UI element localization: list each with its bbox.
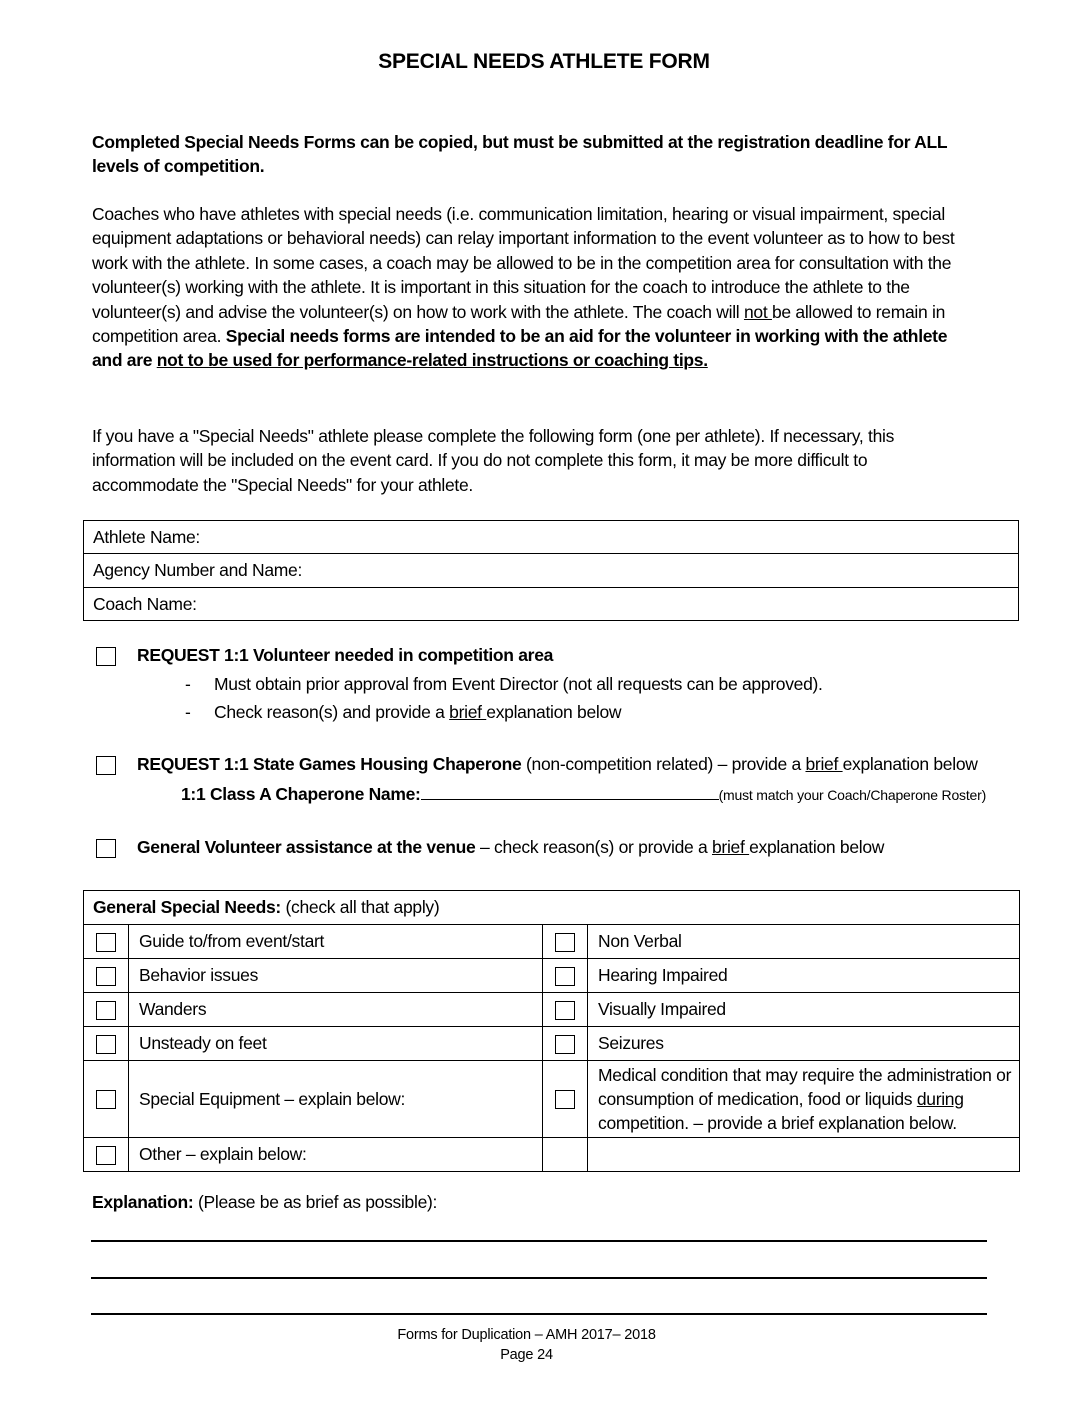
page-title: SPECIAL NEEDS ATHLETE FORM bbox=[378, 50, 710, 73]
seizures-checkbox[interactable] bbox=[555, 1035, 575, 1054]
visual-checkbox[interactable] bbox=[555, 1001, 575, 1020]
need-label: Hearing Impaired bbox=[588, 959, 1020, 993]
special-equipment-checkbox[interactable] bbox=[96, 1090, 116, 1109]
special-needs-table bbox=[83, 890, 1020, 1172]
need-label: Behavior issues bbox=[129, 959, 543, 993]
coach-name-field[interactable]: Coach Name: bbox=[93, 593, 197, 614]
other-checkbox[interactable] bbox=[96, 1146, 116, 1165]
athlete-info-box bbox=[83, 520, 1019, 621]
unsteady-checkbox[interactable] bbox=[96, 1035, 116, 1054]
explanation-line[interactable] bbox=[91, 1240, 987, 1242]
behavior-checkbox[interactable] bbox=[96, 967, 116, 986]
wanders-checkbox[interactable] bbox=[96, 1001, 116, 1020]
agency-field[interactable]: Agency Number and Name: bbox=[84, 554, 1018, 587]
table-row bbox=[84, 993, 1020, 1027]
general-assistance-label: General Volunteer assistance at the venue – check reason(s) or provide a brief explanation below bbox=[137, 837, 885, 857]
non-verbal-checkbox[interactable] bbox=[555, 933, 575, 952]
request-chaperone-checkbox[interactable] bbox=[96, 756, 116, 775]
need-label: Special Equipment – explain below: bbox=[129, 1061, 543, 1138]
chaperone-name-line[interactable] bbox=[421, 783, 719, 800]
athlete-name-field[interactable]: Athlete Name: bbox=[84, 521, 1018, 554]
table-row bbox=[84, 959, 1020, 993]
request-volunteer-checkbox[interactable] bbox=[96, 647, 116, 666]
need-label: Non Verbal bbox=[588, 925, 1020, 959]
footer-title: Forms for Duplication – AMH 2017– 2018 bbox=[397, 1327, 656, 1343]
special-needs-header: General Special Needs: (check all that apply) bbox=[84, 891, 1020, 925]
need-label: Wanders bbox=[129, 993, 543, 1027]
need-label: Seizures bbox=[588, 1027, 1020, 1061]
request-chaperone-label: REQUEST 1:1 State Games Housing Chaperone (non-competition related) – provide a brief explanation below bbox=[137, 754, 978, 774]
table-row bbox=[84, 1138, 1020, 1172]
guide-checkbox[interactable] bbox=[96, 933, 116, 952]
medical-checkbox[interactable] bbox=[555, 1090, 575, 1109]
completion-instructions: If you have a "Special Needs" athlete please complete the following form (one per athlete). If necessary, this information will be included on the event card. If you do not complete this form, it may be more difficult to accommodate the "Special Needs" for your athlete. bbox=[92, 426, 895, 495]
request-volunteer-label: REQUEST 1:1 Volunteer needed in competition area bbox=[137, 645, 554, 665]
empty-cell bbox=[588, 1138, 1020, 1172]
explanation-label: Explanation: (Please be as brief as possible): bbox=[92, 1192, 438, 1212]
need-label: Other – explain below: bbox=[129, 1138, 543, 1172]
need-label: Unsteady on feet bbox=[129, 1027, 543, 1061]
form-page: SPECIAL NEEDS ATHLETE FORM Completed Special Needs Forms can be copied, but must be submitted at the registration deadline for ALL levels of competition. Coaches who have athletes with special needs (i.e. communication limitation, hearing or visual impairment, special equipment adaptations or behavioral needs) can relay important information to the event volunteer as to how to best work with the athlete. In some cases, a coach may be allowed to be in the competition area for consultation with the volunteer(s) working with the athlete. It is important in this situation for the coach to introduce the athlete to the volunteer(s) and advise the volunteer(s) on how to work with the athlete. The coach will not be allowed to remain in competition area. Special needs forms are intended to be an aid for the volunteer in working with the athlete and are not to be used for performance-related instructions or coaching tips. If you have a "Special Needs" athlete please complete the following form (one per athlete). If necessary, this information will be included on the event card. If you do not complete this form, it may be more difficult to accommodate the "Special Needs" for your athlete. Athlete Name: Agency Number and Name: Coach Name: REQUEST 1:1 Volunteer needed in competition area - Must obtain prior approval from Event Director (not all requests can be approved). - Check reason(s) and provide a brief explanation below REQUEST 1:1 State Games Housing Chaperone (non-competition related) – provide a brief explanation below 1:1 Class A Chaperone Name: (must match your Coach/Chaperone Roster) General Volunteer assistance at the venue – check reason(s) or provide a brief explanation below General Special Needs: (check all that apply) Guide to/from event/start Non Verbal Behavior issues Hearing Impaired Wanders Visually Impaired Unsteady on feet Seizures Special Equipment – explain below: Medical condition that may require the administration or consumption of medication, food or liquids during competition. – provide a brief explanation below. Other – explain below: Explanation: (Please be as brief as possible): Forms for Duplication – AMH 2017– 2018 Page 24 bbox=[0, 0, 1088, 1408]
chaperone-name-row: 1:1 Class A Chaperone Name: (must match your Coach/Chaperone Roster) bbox=[181, 784, 987, 804]
hearing-checkbox[interactable] bbox=[555, 967, 575, 986]
need-label: Visually Impaired bbox=[588, 993, 1020, 1027]
table-row bbox=[84, 925, 1020, 959]
explanation-line[interactable] bbox=[91, 1313, 987, 1315]
coach-instructions: Coaches who have athletes with special needs (i.e. communication limitation, hearing or visual impairment, special equipment adaptations or behavioral needs) can relay important information to the event volunteer as to how to best work with the athlete. In some cases, a coach may be allowed to be in the competition area for consultation with the volunteer(s) working with the athlete. It is important in this situation for the coach to introduce the athlete to the volunteer(s) and advise the volunteer(s) on how to work with the athlete. The coach will not be allowed to remain in competition area. Special needs forms are intended to be an aid for the volunteer in working with the athlete and are not to be used for performance-related instructions or coaching tips. bbox=[92, 204, 955, 371]
table-row bbox=[84, 1061, 1020, 1138]
page-number: Page 24 bbox=[500, 1347, 553, 1363]
general-assistance-checkbox[interactable] bbox=[96, 839, 116, 858]
need-label: Guide to/from event/start bbox=[129, 925, 543, 959]
intro-notice: Completed Special Needs Forms can be copied, but must be submitted at the registration deadline for ALL levels of competition. bbox=[92, 132, 947, 177]
table-row bbox=[84, 1027, 1020, 1061]
medical-condition-label: Medical condition that may require the administration or consumption of medication, food or liquids during competition. – provide a brief explanation below. bbox=[588, 1061, 1020, 1138]
empty-cell bbox=[543, 1138, 588, 1172]
explanation-line[interactable] bbox=[91, 1277, 987, 1279]
